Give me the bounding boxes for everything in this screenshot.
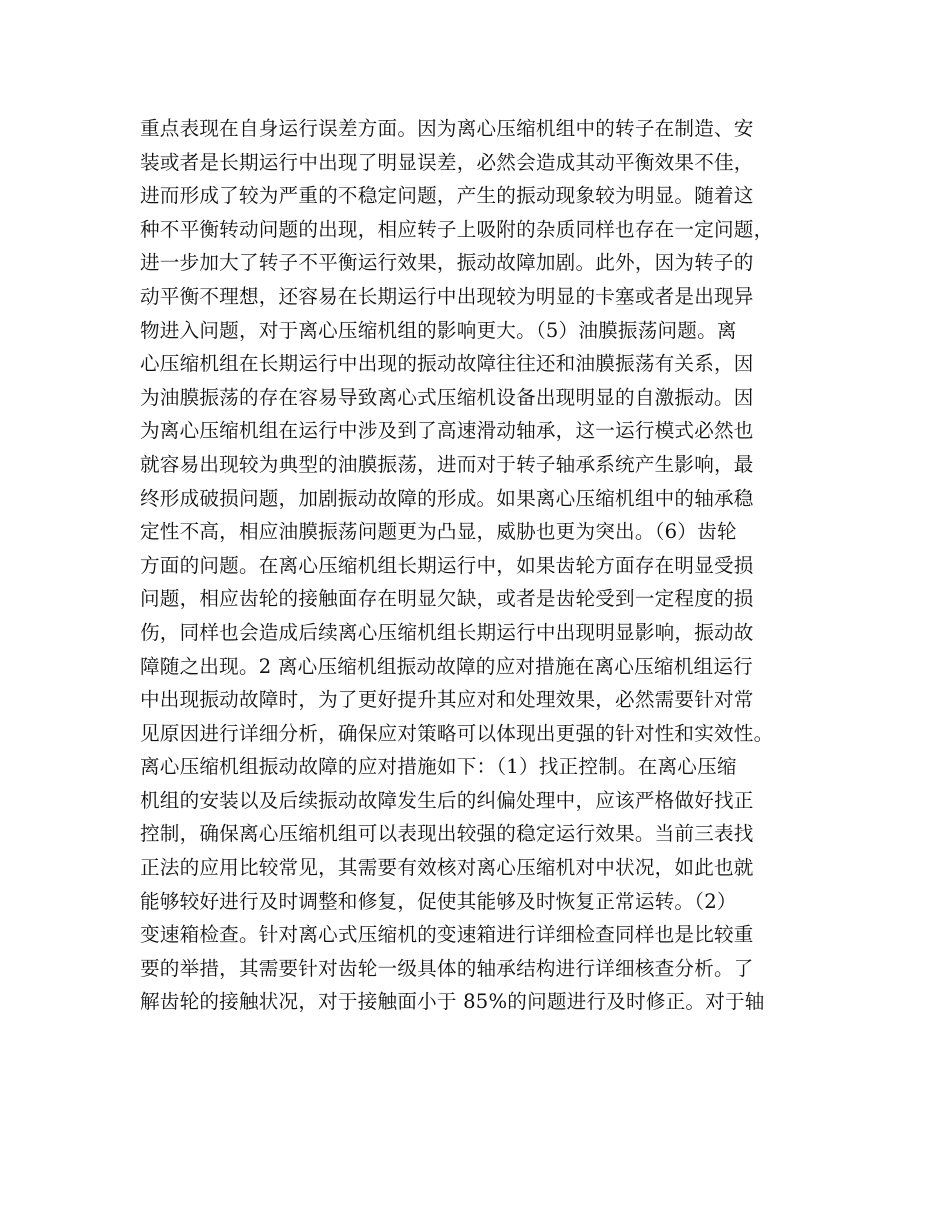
text-line: 见原因进行详细分析，确保应对策略可以体现出更强的针对性和实效性。 — [140, 721, 774, 745]
text-line: 控制，确保离心压缩机组可以表现出较强的稳定运行效果。当前三表找 — [140, 822, 754, 846]
text-line: 心压缩机组在长期运行中出现的振动故障往往还和油膜振荡有关系，因 — [140, 352, 754, 376]
text-line: 装或者是长期运行中出现了明显误差，必然会造成其动平衡效果不佳， — [140, 150, 754, 174]
text-line: 终形成破损问题，加剧振动故障的形成。如果离心压缩机组中的轴承稳 — [140, 486, 754, 510]
text-line: 重点表现在自身运行误差方面。因为离心压缩机组中的转子在制造、安 — [140, 117, 754, 140]
text-line: 定性不高，相应油膜振荡问题更为凸显，威胁也更为突出。（6）齿轮 — [140, 520, 737, 544]
text-line: 能够较好进行及时调整和修复，促使其能够及时恢复正常运转。（2） — [140, 889, 737, 913]
text-line: 物进入问题，对于离心压缩机组的影响更大。（5）油膜振荡问题。离 — [140, 318, 737, 342]
text-line: 正法的应用比较常见，其需要有效核对离心压缩机对中状况，如此也就 — [140, 856, 754, 880]
text-line: 障随之出现。2 离心压缩机组振动故障的应对措施在离心压缩机组运行 — [140, 654, 753, 678]
text-line: 为离心压缩机组在运行中涉及到了高速滑动轴承，这一运行模式必然也 — [140, 419, 754, 443]
text-line: 问题，相应齿轮的接触面存在明显欠缺，或者是齿轮受到一定程度的损 — [140, 587, 754, 611]
text-line: 进一步加大了转子不平衡运行效果，振动故障加剧。此外，因为转子的 — [140, 251, 754, 275]
text-line: 动平衡不理想，还容易在长期运行中出现较为明显的卡塞或者是出现异 — [140, 284, 754, 308]
text-line: 离心压缩机组振动故障的应对措施如下：（1）找正控制。在离心压缩 — [140, 755, 737, 779]
text-line: 种不平衡转动问题的出现，相应转子上吸附的杂质同样也存在一定问题， — [140, 217, 774, 241]
text-line: 变速箱检查。针对离心式压缩机的变速箱进行详细检查同样也是比较重 — [140, 923, 754, 947]
text-line: 方面的问题。在离心压缩机组长期运行中，如果齿轮方面存在明显受损 — [140, 553, 754, 577]
text-line: 要的举措，其需要针对齿轮一级具体的轴承结构进行详细核查分析。了 — [140, 956, 754, 980]
text-line: 机组的安装以及后续振动故障发生后的纠偏处理中，应该严格做好找正 — [140, 788, 754, 812]
body-text — [140, 112, 830, 1019]
text-line: 解齿轮的接触状况，对于接触面小于 85%的问题进行及时修正。对于轴 — [140, 990, 765, 1014]
text-line: 中出现振动故障时，为了更好提升其应对和处理效果，必然需要针对常 — [140, 688, 754, 712]
text-line: 进而形成了较为严重的不稳定问题，产生的振动现象较为明显。随着这 — [140, 184, 754, 208]
text-line: 就容易出现较为典型的油膜振荡，进而对于转子轴承系统产生影响，最 — [140, 452, 754, 476]
text-line: 为油膜振荡的存在容易导致离心式压缩机设备出现明显的自激振动。因 — [140, 385, 754, 409]
text-line: 伤，同样也会造成后续离心压缩机组长期运行中出现明显影响，振动故 — [140, 620, 754, 644]
